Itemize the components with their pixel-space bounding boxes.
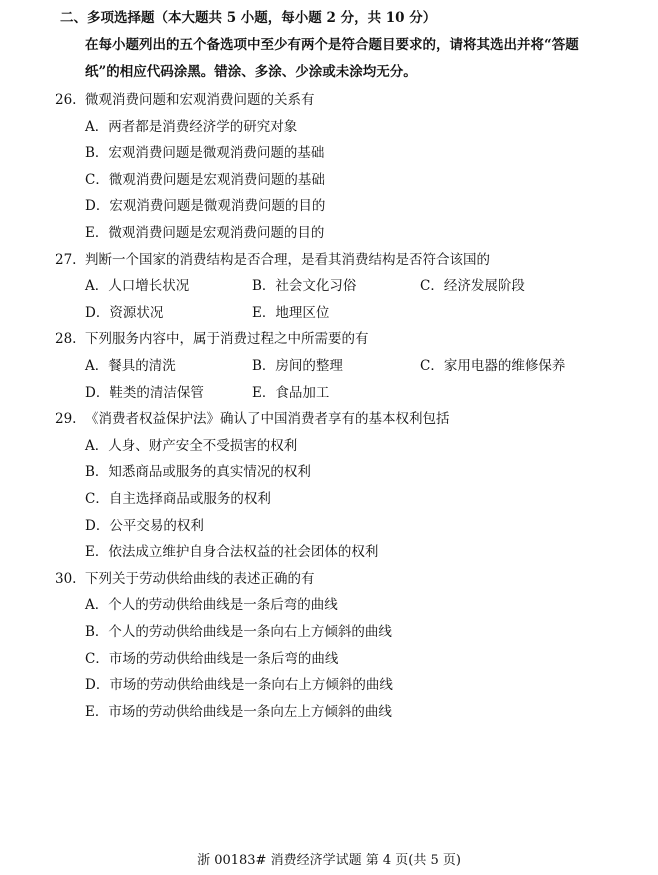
option: B．社会文化习俗 [252,278,357,295]
instructions-line-2: 纸”的相应代码涂黑。错涂、多涂、少涂或未涂均无分。 [85,64,417,80]
option: C．微观消费问题是宏观消费问题的基础 [85,171,325,188]
option: E．依法成立维护自身合法权益的社会团体的权利 [85,544,379,561]
question-stem: 《消费者权益保护法》确认了中国消费者享有的基本权利包括 [85,411,450,428]
option: A．个人的劳动供给曲线是一条后弯的曲线 [85,597,338,614]
option: A．餐具的清洗 [85,358,176,374]
question-number: 26. [55,92,77,108]
question-stem: 下列服务内容中，属于消费过程之中所需要的有 [85,331,369,348]
question-stem: 微观消费问题和宏观消费问题的关系有 [85,92,315,108]
question-number: 27. [55,251,77,268]
option: C．市场的劳动供给曲线是一条后弯的曲线 [85,650,339,667]
question-number: 29. [55,411,77,428]
option: C．家用电器的维修保养 [420,358,566,374]
option: E．食品加工 [252,384,330,401]
option: B．宏观消费问题是微观消费问题的基础 [85,145,325,162]
page-footer: 浙 00183# 消费经济学试题 第 4 页(共 5 页) [197,853,461,868]
option: B．知悉商品或服务的真实情况的权利 [85,464,311,481]
question-number: 30. [55,570,77,587]
option: A．两者都是消费经济学的研究对象 [85,118,298,135]
section-title: 二、多项选择题（本大题共 5 小题，每小题 2 分，共 10 分） [60,10,437,26]
option: B．个人的劳动供给曲线是一条向右上方倾斜的曲线 [85,624,392,640]
option: C．经济发展阶段 [420,278,525,295]
question-number: 28. [55,331,77,348]
option: A．人身、财产安全不受损害的权利 [85,437,298,454]
instructions-line-1: 在每小题列出的五个备选项中至少有两个是符合题目要求的，请将其选出并将“答题 [85,37,579,53]
question-stem: 判断一个国家的消费结构是否合理，是看其消费结构是否符合该国的 [85,251,490,268]
option: D．鞋类的清洁保管 [85,384,204,401]
option: D．公平交易的权利 [85,517,204,534]
option: A．人口增长状况 [85,278,190,295]
option: E．地理区位 [252,304,330,321]
option: D．资源状况 [85,304,164,321]
question-stem: 下列关于劳动供给曲线的表述正确的有 [85,570,315,587]
option: B．房间的整理 [252,358,343,374]
option: D．市场的劳动供给曲线是一条向右上方倾斜的曲线 [85,677,393,694]
option: E．微观消费问题是宏观消费问题的目的 [85,225,325,241]
option: E．市场的劳动供给曲线是一条向左上方倾斜的曲线 [85,703,392,720]
option: C．自主选择商品或服务的权利 [85,491,271,507]
option: D．宏观消费问题是微观消费问题的目的 [85,198,326,215]
